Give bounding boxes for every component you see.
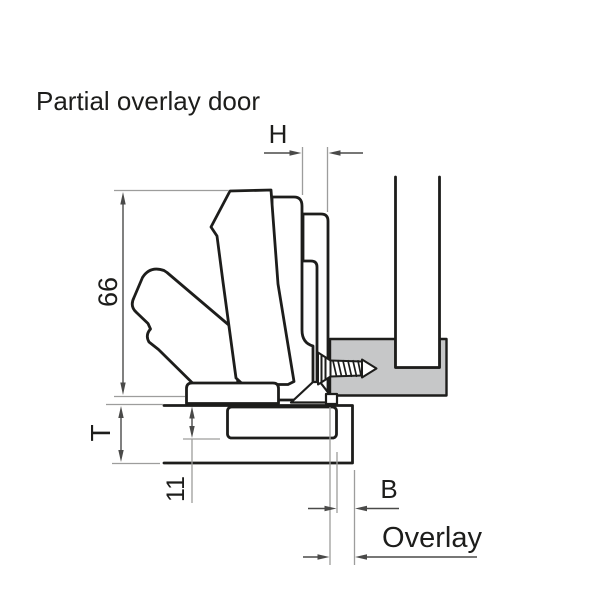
dimension-66-label: 66 — [93, 276, 123, 308]
page-title: Partial overlay door — [36, 86, 260, 116]
dimension-h-label: H — [268, 119, 288, 149]
dimension-11-label: 11 — [162, 476, 190, 502]
hinge-lever-arm — [132, 269, 238, 384]
dimension-b-label: B — [380, 474, 398, 504]
dimension-t — [85, 405, 163, 464]
hinge-foot — [326, 394, 337, 404]
hinge-base-plate — [187, 383, 279, 404]
cabinet-side-wall — [396, 177, 440, 368]
dimension-overlay-label: Overlay — [382, 522, 482, 554]
dimension-t-label: T — [85, 424, 116, 442]
hinge-cup — [228, 407, 337, 438]
